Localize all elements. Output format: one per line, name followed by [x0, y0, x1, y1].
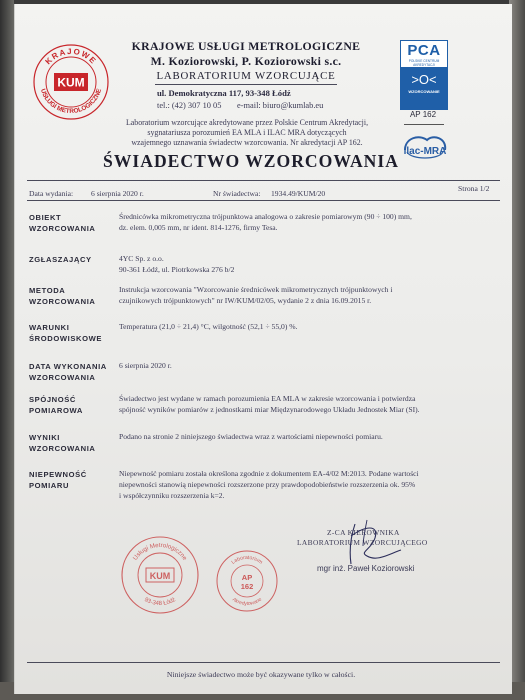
accreditation-line-2: sygnatariusza porozumień EA MLA i ILAC MRA dotyczących	[147, 128, 347, 137]
kum-logo	[31, 42, 111, 122]
phone: tel.: (42) 307 10 05	[157, 101, 222, 110]
accreditation-line-1: Laboratorium wzorcujące akredytowane przez Polskie Centrum Akredytacji,	[125, 118, 369, 127]
certificate-page	[14, 4, 512, 694]
ilac-mra-logo	[399, 130, 451, 166]
issue-date: 6 sierpnia 2020 r.	[91, 189, 144, 198]
section-label-object: WZORCOWANIA	[29, 224, 96, 233]
kum-round-stamp	[119, 534, 201, 616]
section-value-object: dz. elem. 0,005 mm, nr ident. 814-1276, firmy Tesa.	[119, 223, 278, 232]
section-label-traceability: POMIAROWA	[29, 406, 83, 415]
logo-arc-bottom: USŁUGI METROLOGICZNE	[38, 87, 104, 116]
org-name: KRAJOWE USŁUGI METROLOGICZNE	[131, 39, 361, 53]
section-value-applicant: 90-361 Łódź, ul. Piotrkowska 276 b/2	[119, 265, 235, 274]
section-label-method: METODA	[29, 286, 66, 295]
issue-date-label: Data wydania:	[29, 189, 74, 198]
section-label-traceability: SPÓJNOŚĆ	[29, 395, 76, 404]
ap-162-stamp	[215, 549, 279, 613]
cert-number-label: Nr świadectwa:	[213, 189, 261, 198]
document-title: ŚWIADECTWO WZORCOWANIA	[103, 151, 399, 171]
pca-number-divider	[404, 124, 444, 125]
section-label-uncertainty: NIEPEWNOŚĆ	[29, 470, 87, 479]
meta-top-divider	[27, 180, 500, 181]
svg-text:Usługi Metrologiczne	[132, 542, 189, 562]
section-label-object: OBIEKT	[29, 213, 62, 222]
owners: M. Koziorowski, P. Koziorowski s.c.	[150, 54, 342, 68]
footer-divider	[27, 662, 500, 663]
background-left	[0, 0, 14, 700]
cert-number: 1934.49/KUM/20	[271, 189, 326, 198]
accreditation-line-3: wzajemnego uznawania świadectw wzorcowania. Nr akredytacji AP 162.	[131, 138, 363, 147]
email: e-mail: biuro@kumlab.eu	[237, 101, 324, 110]
section-value-results: Podano na stronie 2 niniejszego świadectwa wraz z wartościami niepewności pomiaru.	[119, 432, 383, 441]
section-label-conditions: ŚRODOWISKOWE	[29, 334, 103, 343]
pca-logo	[400, 40, 448, 110]
signature-block	[297, 514, 427, 584]
ap-stamp-number: 162	[240, 582, 254, 591]
address: ul. Demokratyczna 117, 93-348 Łódź	[157, 88, 291, 98]
stamp-arc-bottom: 93-348 Łódź	[143, 596, 177, 608]
section-value-traceability: Świadectwo jest wydane w ramach porozumienia EA MLA w zakresie wzorcowania i potwierdza	[119, 394, 416, 403]
section-label-method: WZORCOWANIA	[29, 297, 96, 306]
section-label-date: DATA WYKONANIA	[29, 362, 107, 371]
section-label-results: WYNIKI	[29, 433, 61, 442]
stamp-arc-top: Usługi Metrologiczne	[131, 541, 189, 562]
footer-note: Niniejsze świadectwo może być okazywane tylko w całości.	[166, 670, 356, 679]
pca-letters: PCA	[407, 42, 441, 59]
ap-stamp-center: AP	[241, 573, 253, 582]
signature-title-1: Z-CA KIEROWNIKA	[327, 528, 400, 537]
svg-text:Laboratorium	[230, 555, 263, 566]
pca-caption: WZORCOWANIE	[408, 89, 440, 94]
section-value-uncertainty: Niepewność pomiaru została określona zgodnie z dokumentem EA-4/02 M:2013. Podane wartości	[119, 469, 419, 478]
ap-stamp-arc-bottom: Akredytowane	[231, 596, 263, 608]
logo-center-text: KUM	[57, 75, 85, 90]
section-value-object: Średnicówka mikrometryczna trójpunktowa analogowa o zakresie pomiarowym (90 ÷ 100) mm,	[119, 212, 412, 221]
pca-symbol-icon: >O<	[411, 72, 437, 87]
logo-arc-top: KRAJOWE	[43, 46, 99, 67]
section-label-results: WZORCOWANIA	[29, 444, 96, 453]
ilac-text: ilac-MRA	[403, 146, 447, 157]
section-value-traceability: spójność wyników pomiarów z jednostkami miar Międzynarodowego Układu Jednostek Miar (SI).	[119, 405, 420, 414]
meta-bottom-divider	[27, 200, 500, 201]
signatory-name: mgr inż. Paweł Koziorowski	[317, 564, 415, 573]
signature-title-2: LABORATORIUM WZORCUJĄCEGO	[297, 538, 428, 547]
svg-text:93-348 Łódź	[143, 597, 177, 607]
section-label-date: WZORCOWANIA	[29, 373, 96, 382]
stamp-center: KUM	[149, 571, 171, 581]
pca-number: AP 162	[409, 110, 437, 119]
section-value-date: 6 sierpnia 2020 r.	[119, 361, 172, 370]
ap-stamp-arc-top: Laboratorium	[230, 554, 264, 566]
section-value-method: czujnikowych trójpunktowych" nr IW/KUM/02/05, wydanie 2 z dnia 16.09.2015 r.	[119, 296, 372, 305]
svg-text:Akredytowane	[231, 597, 263, 608]
section-label-applicant: ZGŁASZAJĄCY	[29, 255, 92, 264]
section-label-uncertainty: POMIARU	[29, 481, 70, 490]
header-divider	[155, 84, 337, 85]
page-number: Strona 1/2	[458, 184, 490, 193]
section-label-conditions: WARUNKI	[29, 323, 70, 332]
section-value-uncertainty: niepewności stanowią niepewności rozszerzone przy prawdopodobieństwie rozszerzenia ok. 95%	[119, 480, 416, 489]
lab-name: LABORATORIUM WZORCUJĄCE	[156, 70, 336, 82]
section-value-conditions: Temperatura (21,0 ÷ 21,4) °C, wilgotność (52,1 ÷ 55,0) %.	[119, 322, 298, 331]
section-value-method: Instrukcja wzorcowania "Wzorcowanie średnicówek mikrometrycznych trójpunktowych i	[119, 285, 393, 294]
section-value-uncertainty: i współczynniku rozszerzenia k=2.	[119, 491, 225, 500]
pca-subtitle: POLSKIE CENTRUM AKREDYTACJI	[408, 59, 440, 67]
section-value-applicant: 4YC Sp. z o.o.	[119, 254, 164, 263]
